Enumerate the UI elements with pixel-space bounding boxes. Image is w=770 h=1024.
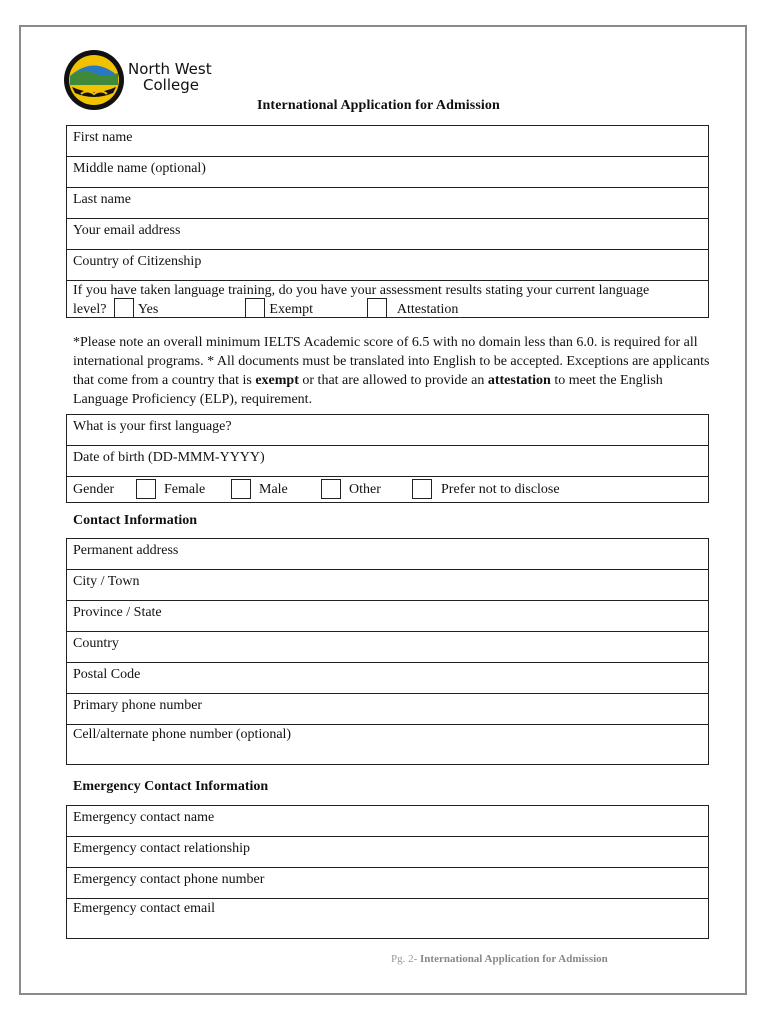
college-name <box>128 61 212 93</box>
college-logo <box>63 49 233 113</box>
note-text-2: or that are allowed to provide an <box>298 373 488 388</box>
primary-phone-field[interactable] <box>67 694 708 725</box>
female-label: Female <box>164 482 206 497</box>
page-footer <box>391 953 608 965</box>
other-label: Other <box>349 482 381 497</box>
gender-row <box>67 477 708 502</box>
middle-name-label: Middle name (optional) <box>73 161 206 176</box>
permanent-address-field[interactable] <box>67 539 708 570</box>
language-requirement-note <box>73 333 713 409</box>
postal-code-field[interactable] <box>67 663 708 694</box>
dob-field[interactable] <box>67 446 708 477</box>
province-label: Province / State <box>73 605 162 620</box>
emergency-table <box>66 805 709 939</box>
email-field[interactable] <box>67 219 708 250</box>
emergency-relationship-field[interactable] <box>67 837 708 868</box>
citizenship-field[interactable] <box>67 250 708 281</box>
emergency-email-field[interactable] <box>67 899 708 938</box>
yes-label: Yes <box>137 302 159 317</box>
province-field[interactable] <box>67 601 708 632</box>
cell-phone-label: Cell/alternate phone number (optional) <box>73 727 292 742</box>
note-exempt: exempt <box>255 373 299 388</box>
other-checkbox[interactable] <box>321 479 341 499</box>
last-name-label: Last name <box>73 192 131 207</box>
contact-heading: Contact Information <box>73 513 198 528</box>
female-checkbox[interactable] <box>136 479 156 499</box>
form-page <box>19 25 747 995</box>
personal-info-table <box>66 125 709 318</box>
emergency-phone-label: Emergency contact phone number <box>73 872 265 887</box>
emergency-heading: Emergency Contact Information <box>73 779 269 794</box>
note-text-3: to meet the English Language Proficiency (ELP), requirement. <box>73 373 663 407</box>
footer-title: International Application for Admission <box>420 953 608 965</box>
emergency-relationship-label: Emergency contact relationship <box>73 841 251 856</box>
country-label: Country <box>73 636 119 651</box>
male-label: Male <box>259 482 288 497</box>
note-text-1: *Please note an overall minimum IELTS Academic score of 6.5 with no domain less than 6.0. is required for all international programs. * All documents must be translated into English to be accepted. Exceptions are applicants that come from a country that is <box>73 335 710 388</box>
emergency-name-label: Emergency contact name <box>73 810 215 825</box>
yes-checkbox[interactable] <box>114 298 134 318</box>
college-name-line2: College <box>143 76 199 94</box>
college-emblem-icon <box>63 49 125 111</box>
postal-code-label: Postal Code <box>73 667 141 682</box>
citizenship-label: Country of Citizenship <box>73 254 202 269</box>
emergency-email-label: Emergency contact email <box>73 901 216 916</box>
middle-name-field[interactable] <box>67 157 708 188</box>
primary-phone-label: Primary phone number <box>73 698 203 713</box>
first-name-label: First name <box>73 130 133 145</box>
dob-label: Date of birth (DD-MMM-YYYY) <box>73 450 265 465</box>
attestation-label: Attestation <box>396 302 459 317</box>
city-field[interactable] <box>67 570 708 601</box>
emergency-phone-field[interactable] <box>67 868 708 899</box>
first-name-field[interactable] <box>67 126 708 157</box>
footer-page-number: Pg. 2- <box>391 953 421 965</box>
document-title: International Application for Admission <box>257 98 500 113</box>
last-name-field[interactable] <box>67 188 708 219</box>
city-label: City / Town <box>73 574 140 589</box>
exempt-label: Exempt <box>269 302 313 317</box>
emergency-name-field[interactable] <box>67 806 708 837</box>
first-language-field[interactable] <box>67 415 708 446</box>
gender-label: Gender <box>73 482 115 497</box>
cell-phone-field[interactable] <box>67 725 708 764</box>
country-field[interactable] <box>67 632 708 663</box>
email-label: Your email address <box>73 223 181 238</box>
exempt-checkbox[interactable] <box>245 298 265 318</box>
language-training-row <box>67 281 708 317</box>
first-language-label: What is your first language? <box>73 419 232 434</box>
college-name-line1: North West <box>128 60 212 78</box>
prefer-not-checkbox[interactable] <box>412 479 432 499</box>
bio-info-table <box>66 414 709 503</box>
note-attestation: attestation <box>487 373 551 388</box>
contact-table <box>66 538 709 765</box>
male-checkbox[interactable] <box>231 479 251 499</box>
attestation-checkbox[interactable] <box>367 298 387 318</box>
language-question: If you have taken language training, do you have your assessment results stating your current language <box>73 283 650 298</box>
permanent-address-label: Permanent address <box>73 543 179 558</box>
language-question-end: level? <box>73 302 107 317</box>
prefer-not-label: Prefer not to disclose <box>441 482 560 497</box>
